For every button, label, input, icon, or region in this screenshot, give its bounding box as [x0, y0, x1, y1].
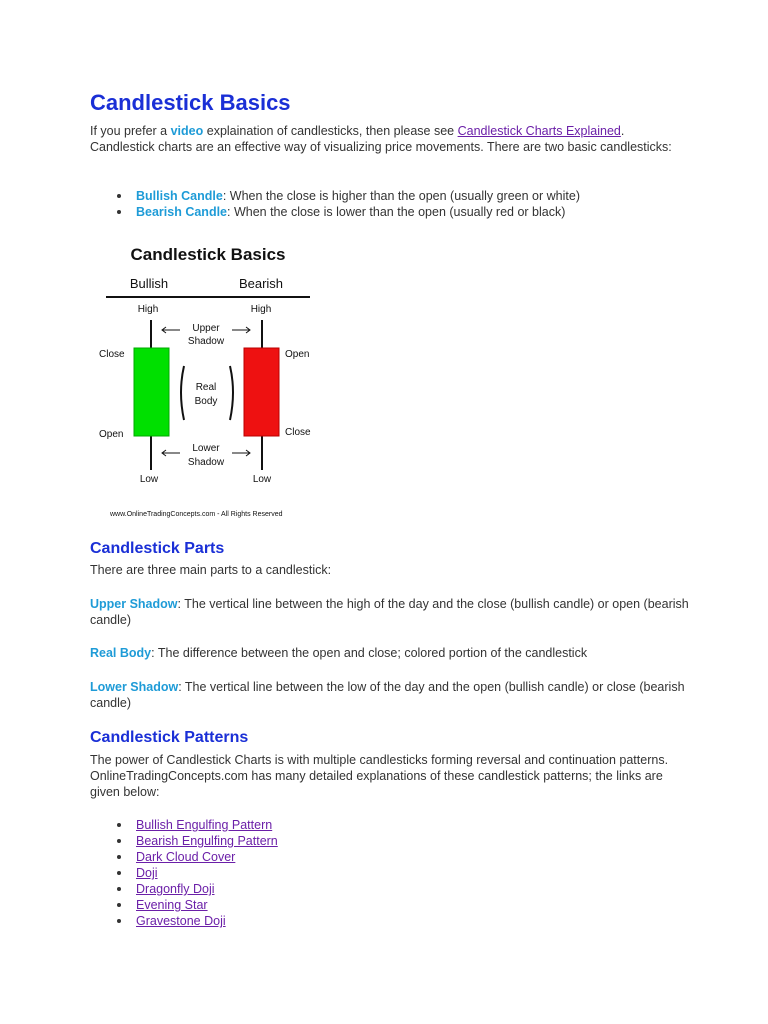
bullet-icon — [117, 839, 121, 843]
pattern-link-evening-star[interactable]: Evening Star — [136, 898, 208, 912]
bear-open-label: Open — [285, 349, 310, 360]
list-item — [90, 913, 690, 929]
bull-low-label: Low — [139, 474, 159, 485]
upper-shadow-term: Upper Shadow — [90, 597, 178, 611]
bear-high-label: High — [250, 304, 272, 315]
list-item — [90, 897, 690, 913]
body-label: Body — [194, 396, 218, 407]
bullet-icon — [117, 903, 121, 907]
list-item — [90, 833, 690, 849]
pattern-link-bullish-engulfing[interactable]: Bullish Engulfing Pattern — [136, 818, 273, 832]
bear-low-label: Low — [252, 474, 272, 485]
video-keyword: video — [170, 124, 204, 138]
left-bracket-icon — [181, 366, 184, 420]
intro-middle: explaination of candlesticks, then please see — [203, 124, 458, 138]
lower-left-arrow-icon — [162, 450, 180, 456]
real-body-desc: : The difference between the open and close; colored portion of the candlestick — [151, 646, 588, 660]
bearish-candle-desc: : When the close is lower than the open (usually red or black) — [227, 205, 566, 219]
lower-right-arrow-icon — [232, 450, 250, 456]
pattern-link-doji[interactable]: Doji — [136, 866, 158, 880]
lower-shadow-desc: : The vertical line between the low of the day and the open (bullish candle) or close (bearish candle) — [90, 680, 685, 710]
lower-shadow-label: Shadow — [187, 457, 225, 468]
list-item — [90, 865, 690, 881]
pattern-link-dragonfly-doji[interactable]: Dragonfly Doji — [136, 882, 215, 896]
pattern-link-bearish-engulfing[interactable]: Bearish Engulfing Pattern — [136, 834, 278, 848]
list-item — [90, 817, 690, 833]
upper-shadow-label: Shadow — [187, 336, 225, 347]
bullish-candle-term: Bullish Candle — [136, 189, 223, 203]
bullish-label: Bullish — [129, 276, 169, 291]
pattern-links-list — [90, 817, 690, 929]
bullet-icon — [117, 855, 121, 859]
candlestick-charts-explained-link[interactable]: Candlestick Charts Explained — [457, 124, 621, 138]
upper-left-arrow-icon — [162, 327, 180, 333]
page-title: Candlestick Basics — [90, 90, 291, 115]
parts-intro: There are three main parts to a candlestick: — [90, 563, 332, 577]
upper-right-arrow-icon — [232, 327, 250, 333]
intro-line2: Candlestick charts are an effective way of visualizing price movements. There are two basic candlesticks: — [90, 140, 672, 154]
candlestick-basics-figure — [99, 238, 332, 523]
lower-shadow-definition — [90, 679, 690, 711]
bull-open-label: Open — [99, 429, 124, 440]
lower-label: Lower — [192, 443, 220, 454]
intro-suffix: . — [620, 124, 625, 138]
bear-close-label: Close — [285, 427, 311, 438]
bull-close-label: Close — [99, 349, 125, 360]
list-item — [90, 881, 690, 897]
intro-paragraph — [90, 123, 690, 155]
bullet-icon — [117, 887, 121, 891]
real-body-term: Real Body — [90, 646, 152, 660]
bearish-candle-term: Bearish Candle — [136, 205, 228, 219]
figure-title: Candlestick Basics — [130, 245, 286, 264]
intro-prefix: If you prefer a — [90, 124, 171, 138]
bullet-icon — [117, 210, 121, 214]
pattern-link-gravestone-doji[interactable]: Gravestone Doji — [136, 914, 226, 928]
upper-shadow-desc: : The vertical line between the high of the day and the close (bullish candle) or open (bearish candle) — [90, 597, 689, 627]
list-item — [90, 188, 690, 204]
figure-credit: www.OnlineTradingConcepts.com - All Rights Reserved — [110, 511, 283, 518]
patterns-intro: The power of Candlestick Charts is with multiple candlesticks forming reversal and continuation patterns. OnlineTradingConcepts.com has many detailed explanations of these candlestick patterns; the links are given below: — [90, 753, 669, 799]
candlestick-diagram — [99, 238, 332, 523]
patterns-heading: Candlestick Patterns — [90, 729, 249, 746]
real-body-definition — [90, 645, 690, 661]
lower-shadow-term: Lower Shadow — [90, 680, 179, 694]
bullet-icon — [117, 823, 121, 827]
upper-label: Upper — [192, 323, 220, 334]
list-item — [90, 204, 690, 220]
bullish-candle-desc: : When the close is higher than the open (usually green or white) — [222, 189, 580, 203]
bullet-icon — [117, 871, 121, 875]
real-label: Real — [195, 382, 217, 393]
bull-high-label: High — [137, 304, 159, 315]
parts-heading: Candlestick Parts — [90, 540, 225, 557]
bearish-label: Bearish — [238, 276, 284, 291]
pattern-link-dark-cloud-cover[interactable]: Dark Cloud Cover — [136, 850, 236, 864]
bear-real-body — [244, 348, 279, 436]
basic-types-list — [90, 188, 690, 220]
right-bracket-icon — [230, 366, 233, 420]
upper-shadow-definition — [90, 596, 690, 628]
list-item — [90, 849, 690, 865]
bull-real-body — [134, 348, 169, 436]
bullet-icon — [117, 919, 121, 923]
bullet-icon — [117, 194, 121, 198]
